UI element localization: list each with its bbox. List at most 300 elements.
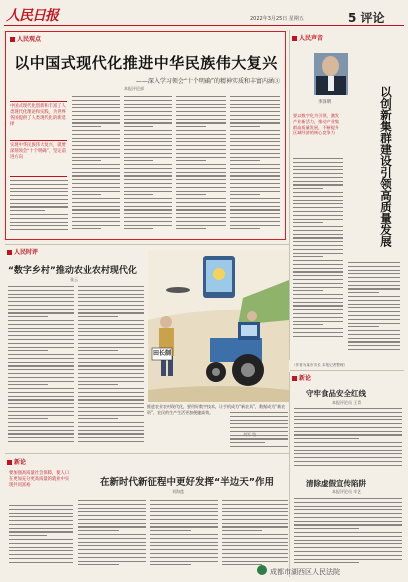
text-line — [10, 218, 68, 219]
text-line — [8, 347, 74, 348]
text-line — [293, 305, 343, 306]
text-line — [72, 179, 120, 180]
text-line — [176, 96, 226, 97]
text-line — [8, 335, 74, 336]
text-line — [230, 107, 280, 108]
text-line — [230, 412, 288, 413]
text-line — [293, 215, 343, 216]
text-line — [8, 297, 74, 298]
text-line — [293, 336, 343, 337]
text-line — [8, 430, 74, 431]
text-line — [294, 412, 402, 413]
text-line — [222, 523, 288, 524]
text-line — [150, 545, 218, 546]
text-line — [293, 211, 343, 212]
text-line — [176, 206, 226, 207]
text-line — [230, 228, 260, 229]
text-line — [72, 130, 120, 131]
body-text-column — [150, 500, 218, 568]
section-label-people-view: 人民观点 — [10, 34, 41, 43]
text-line — [348, 307, 400, 308]
text-line — [293, 324, 323, 325]
text-line — [230, 141, 280, 142]
text-line — [294, 555, 402, 556]
text-line — [124, 202, 172, 203]
text-line — [9, 547, 73, 548]
text-line — [222, 549, 288, 550]
text-line — [124, 145, 172, 146]
text-line — [222, 542, 288, 543]
text-line — [348, 292, 379, 293]
text-line — [294, 427, 402, 428]
wechat-badge-icon — [257, 565, 267, 575]
text-line — [72, 206, 120, 207]
text-line — [78, 504, 146, 505]
text-line — [230, 160, 260, 161]
text-line — [8, 358, 74, 359]
text-line — [294, 434, 402, 435]
text-line — [150, 549, 218, 550]
text-line — [78, 407, 144, 408]
text-line — [8, 422, 74, 423]
text-line — [230, 217, 280, 218]
text-line — [176, 168, 226, 169]
text-line — [124, 104, 172, 105]
text-line — [294, 528, 359, 529]
text-line — [150, 523, 218, 524]
text-line — [124, 126, 153, 127]
section-divider — [5, 453, 289, 454]
text-line — [8, 305, 74, 306]
body-text-column — [222, 500, 288, 568]
text-line — [230, 172, 280, 173]
text-line — [78, 433, 144, 434]
text-line — [8, 328, 74, 329]
text-line — [230, 130, 280, 131]
newspaper-logo: 人民日报 — [6, 8, 58, 24]
text-line — [348, 285, 400, 286]
text-line — [78, 396, 144, 397]
section-label-new-view: 新论 — [7, 457, 26, 466]
text-line — [72, 119, 120, 120]
text-line — [294, 521, 402, 522]
right-headline-food-safety: 守牢食品安全红线 — [306, 389, 366, 398]
text-line — [293, 245, 343, 246]
text-line — [8, 312, 74, 313]
body-text-column — [348, 262, 400, 353]
text-line — [293, 203, 343, 204]
text-line — [293, 200, 343, 201]
section-divider — [5, 244, 289, 245]
portrait-face — [322, 56, 339, 76]
body-text-column — [78, 500, 146, 568]
text-line — [72, 209, 120, 210]
text-line — [78, 331, 144, 332]
text-line — [293, 313, 343, 314]
text-line — [222, 538, 288, 539]
bottom-headline: 在新时代新征程中更好发挥“半边天”作用 — [100, 477, 274, 488]
text-line — [294, 465, 402, 466]
text-line — [72, 198, 120, 199]
text-line — [150, 519, 218, 520]
text-line — [230, 145, 280, 146]
text-line — [176, 149, 226, 150]
text-line — [72, 141, 120, 142]
section-divider — [290, 370, 404, 371]
text-line — [124, 172, 172, 173]
text-line — [124, 168, 172, 169]
text-line — [348, 281, 400, 282]
body-text-column — [230, 96, 280, 232]
text-line — [9, 535, 47, 536]
text-line — [294, 513, 402, 514]
text-line — [293, 271, 343, 272]
text-line — [230, 427, 288, 428]
text-line — [176, 194, 206, 195]
text-line — [176, 198, 226, 199]
text-line — [78, 426, 144, 427]
text-line — [348, 315, 400, 316]
text-line — [78, 523, 146, 524]
text-line — [8, 384, 48, 385]
text-line — [78, 339, 144, 340]
text-line — [72, 111, 120, 112]
text-line — [176, 119, 226, 120]
illustration-svg — [148, 250, 289, 402]
text-line — [294, 450, 402, 451]
text-line — [72, 221, 120, 222]
text-line — [72, 183, 120, 184]
text-line — [230, 213, 280, 214]
text-line — [293, 169, 343, 170]
body-text-column — [294, 498, 402, 566]
text-line — [348, 262, 400, 263]
text-line — [9, 550, 73, 551]
text-line — [230, 187, 280, 188]
right-headline-false-ads: 清除虚假宣传陷阱 — [306, 479, 366, 488]
pull-rule — [10, 140, 67, 141]
masthead-rule — [4, 25, 404, 26]
text-line — [293, 219, 343, 220]
text-line — [78, 362, 144, 363]
text-line — [78, 381, 144, 382]
text-line — [230, 446, 288, 447]
text-line — [294, 446, 402, 447]
text-line — [10, 199, 68, 200]
text-line — [150, 500, 218, 501]
text-line — [348, 266, 400, 267]
text-line — [176, 104, 226, 105]
text-line — [293, 241, 343, 242]
text-line — [294, 502, 402, 503]
text-line — [9, 539, 73, 540]
text-line — [150, 504, 218, 505]
text-line — [72, 149, 120, 150]
text-line — [78, 519, 146, 520]
text-line — [348, 323, 400, 324]
text-line — [8, 407, 74, 408]
text-line — [293, 328, 343, 329]
vertical-headline: 以创新集群建设引领高质量发展 — [379, 86, 393, 247]
text-line — [72, 104, 120, 105]
text-line — [78, 561, 146, 562]
text-line — [293, 275, 343, 276]
text-line — [78, 316, 118, 317]
text-line — [176, 187, 226, 188]
body-text-column — [293, 158, 343, 340]
text-line — [293, 290, 323, 291]
text-line — [10, 180, 68, 181]
text-line — [230, 431, 288, 432]
text-line — [72, 107, 120, 108]
text-line — [176, 111, 226, 112]
text-line — [176, 107, 226, 108]
text-line — [294, 453, 402, 454]
masthead — [0, 0, 408, 26]
text-line — [293, 332, 343, 333]
text-line — [72, 115, 120, 116]
text-line — [8, 290, 74, 291]
text-line — [72, 126, 101, 127]
text-line — [8, 392, 74, 393]
text-line — [78, 526, 146, 527]
text-line — [124, 160, 153, 161]
text-line — [176, 221, 226, 222]
text-line — [230, 179, 280, 180]
text-line — [8, 415, 74, 416]
text-line — [8, 286, 74, 287]
text-line — [348, 311, 400, 312]
text-line — [72, 187, 120, 188]
text-line — [124, 115, 172, 116]
text-line — [230, 119, 280, 120]
text-line — [222, 564, 262, 565]
text-line — [124, 194, 153, 195]
text-line — [293, 287, 343, 288]
text-line — [230, 206, 280, 207]
text-line — [10, 203, 68, 204]
text-line — [293, 309, 343, 310]
text-line — [72, 157, 120, 158]
text-line — [293, 268, 343, 269]
text-line — [9, 528, 73, 529]
text-line — [230, 100, 280, 101]
text-line — [72, 213, 120, 214]
text-line — [293, 237, 343, 238]
text-line — [230, 96, 280, 97]
text-line — [9, 516, 73, 517]
text-line — [176, 126, 206, 127]
text-line — [176, 141, 226, 142]
text-line — [222, 526, 288, 527]
text-line — [230, 438, 288, 439]
text-line — [124, 179, 172, 180]
right-author-2: 本报评论员 辛艺 — [332, 489, 362, 494]
text-line — [294, 562, 359, 563]
portrait-name: 李泽明 — [318, 100, 332, 105]
text-line — [348, 319, 400, 320]
text-line — [294, 408, 402, 409]
text-line — [8, 339, 74, 340]
text-line — [9, 562, 73, 563]
body-text-column — [176, 96, 226, 232]
text-line — [124, 157, 172, 158]
text-line — [294, 498, 402, 499]
text-line — [8, 324, 74, 325]
featured-author: 本报评论部 — [124, 86, 144, 91]
text-line — [9, 531, 73, 532]
text-line — [294, 540, 402, 541]
text-line — [124, 191, 172, 192]
text-line — [150, 530, 191, 531]
text-line — [78, 515, 146, 516]
text-line — [9, 509, 73, 510]
text-line — [78, 545, 146, 546]
text-line — [78, 312, 144, 313]
text-line — [124, 209, 172, 210]
text-line — [8, 433, 74, 434]
text-line — [72, 145, 120, 146]
featured-pull-quote-2: 实现中华民族伟大复兴，就要深刻领会“十个明确”，坚定前进方向 — [10, 143, 67, 160]
text-line — [150, 526, 218, 527]
text-line — [78, 415, 144, 416]
text-line — [222, 515, 288, 516]
text-line — [150, 511, 218, 512]
pull-rule — [10, 176, 67, 177]
text-line — [8, 316, 48, 317]
text-line — [78, 422, 144, 423]
text-line — [230, 175, 280, 176]
text-line — [78, 347, 144, 348]
text-line — [72, 96, 120, 97]
text-line — [293, 166, 343, 167]
text-line — [294, 438, 359, 439]
text-line — [222, 500, 288, 501]
text-line — [124, 134, 172, 135]
text-line — [78, 411, 144, 412]
text-line — [78, 377, 144, 378]
text-line — [348, 345, 400, 346]
text-line — [78, 508, 146, 509]
illustration-caption: 推进农业农村现代化，要用好数字技术，让手机成为“新农具”，数据成为“新农资”，农民的生产生活更加便捷高效。 — [147, 404, 286, 415]
text-line — [348, 349, 400, 350]
text-line — [9, 558, 73, 559]
text-line — [222, 561, 288, 562]
text-line — [294, 423, 402, 424]
featured-pull-quote-1: 中国式现代化创新和丰富了人类现代化理论和实践，为世界各国提供了人类现代化的新选择 — [10, 104, 66, 127]
text-line — [124, 228, 153, 229]
text-line — [78, 511, 146, 512]
text-line — [78, 500, 146, 501]
text-line — [293, 298, 343, 299]
text-line — [78, 557, 146, 558]
text-line — [176, 164, 226, 165]
text-line — [78, 564, 119, 565]
text-line — [72, 100, 120, 101]
text-line — [176, 157, 226, 158]
text-line — [8, 369, 74, 370]
text-line — [222, 534, 288, 535]
text-line — [78, 538, 146, 539]
middle-author: 张云 — [70, 277, 78, 282]
text-line — [230, 115, 280, 116]
text-line — [10, 188, 68, 189]
text-line — [78, 301, 144, 302]
text-line — [222, 557, 288, 558]
text-line — [78, 335, 144, 336]
text-line — [72, 191, 120, 192]
featured-headline: 以中国式现代化推进中华民族伟大复兴 — [14, 54, 278, 72]
text-line — [293, 177, 343, 178]
text-line — [294, 532, 402, 533]
text-line — [176, 179, 226, 180]
text-line — [293, 158, 343, 159]
dateline: 2022年3月25日 星期五 — [250, 16, 304, 22]
text-line — [230, 126, 260, 127]
text-line — [293, 226, 343, 227]
text-line — [72, 175, 120, 176]
text-line — [9, 543, 73, 544]
text-line — [230, 153, 280, 154]
text-line — [293, 264, 343, 265]
text-line — [78, 418, 118, 419]
text-line — [222, 511, 288, 512]
text-line — [348, 334, 400, 335]
text-line — [124, 119, 172, 120]
text-line — [78, 441, 144, 442]
text-line — [176, 175, 226, 176]
text-line — [230, 111, 280, 112]
text-line — [348, 326, 379, 327]
text-line — [230, 225, 280, 226]
text-line — [150, 538, 218, 539]
text-line — [294, 536, 402, 537]
text-line — [72, 202, 120, 203]
text-line — [124, 153, 172, 154]
text-line — [348, 296, 400, 297]
text-line — [72, 153, 120, 154]
text-line — [150, 515, 218, 516]
text-line — [294, 419, 402, 420]
text-line — [78, 530, 119, 531]
text-line — [78, 430, 144, 431]
text-line — [78, 553, 146, 554]
text-line — [124, 122, 172, 123]
text-line — [222, 519, 288, 520]
text-line — [8, 309, 74, 310]
text-line — [176, 225, 226, 226]
text-line — [8, 294, 74, 295]
text-line — [10, 225, 68, 226]
text-line — [9, 554, 73, 555]
text-line — [8, 350, 48, 351]
text-line — [293, 192, 343, 193]
right-author-1: 本报评论员 王青 — [332, 400, 362, 405]
body-text-column — [124, 96, 172, 232]
text-line — [78, 542, 146, 543]
text-line — [124, 213, 172, 214]
text-line — [8, 331, 74, 332]
text-line — [78, 309, 144, 310]
body-text-column — [9, 505, 73, 566]
text-line — [9, 520, 73, 521]
text-line — [294, 524, 402, 525]
text-line — [293, 283, 343, 284]
text-line — [294, 461, 402, 462]
text-line — [78, 328, 144, 329]
text-line — [348, 288, 400, 289]
text-line — [9, 513, 73, 514]
